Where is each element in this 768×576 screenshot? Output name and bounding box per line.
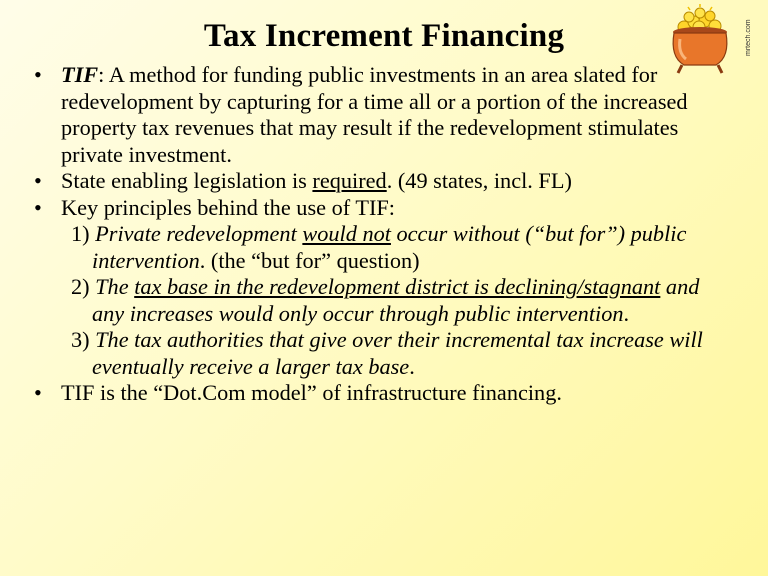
principle-number: 1)	[71, 221, 96, 246]
legislation-text-before: State enabling legislation is	[61, 168, 313, 193]
principle-2-a: The	[95, 274, 135, 299]
bullet-dot: •	[34, 380, 42, 405]
principle-1-c: . (the “but for” question)	[199, 247, 420, 273]
principle-1-underlined: would not	[302, 221, 391, 246]
bullet-dotcom-model	[34, 380, 724, 407]
principle-number: 3)	[71, 327, 96, 352]
bullet-tif-definition	[34, 62, 724, 168]
principle-1-a: Private redevelopment	[95, 221, 303, 246]
bullet-key-principles	[34, 195, 724, 222]
principle-2-b: and any increases would only occur through public intervention	[92, 274, 700, 326]
principle-1	[34, 221, 724, 274]
legislation-text-after: . (49 states, incl. FL)	[386, 168, 572, 193]
term-tif: TIF	[61, 62, 99, 87]
slide-title: Tax Increment Financing	[203, 18, 565, 54]
bullet-dot: •	[34, 168, 42, 193]
principle-3-c: .	[409, 353, 415, 379]
principle-2-c: .	[623, 300, 630, 326]
key-principles-text: Key principles behind the use of TIF:	[61, 194, 395, 220]
slide-body	[34, 62, 724, 407]
bullet-dot: •	[34, 194, 42, 220]
principle-2	[34, 274, 724, 327]
bullet-dot: •	[34, 62, 42, 87]
logo-credit: mrtech.com	[745, 19, 752, 57]
principle-1-b: occur without (“but for”) public intervention	[92, 221, 687, 273]
dotcom-model-text: TIF is the “Dot.Com model” of infrastructure financing.	[61, 380, 562, 405]
legislation-required: required	[312, 168, 387, 193]
tif-definition-text: : A method for funding public investments in an area slated for redevelopment by capturing for a time all or a portion of the increased property tax revenues that may result if the redevelopment stimulates private investment.	[61, 62, 688, 167]
principle-3	[34, 327, 724, 380]
principle-2-underlined: tax base in the redevelopment district is declining/stagnant	[134, 274, 661, 299]
bullet-enabling-legislation	[34, 168, 724, 195]
principle-3-a: The tax authorities that give over their incremental tax increase will eventually receive a larger tax base	[92, 327, 703, 379]
principle-number: 2)	[71, 274, 96, 299]
